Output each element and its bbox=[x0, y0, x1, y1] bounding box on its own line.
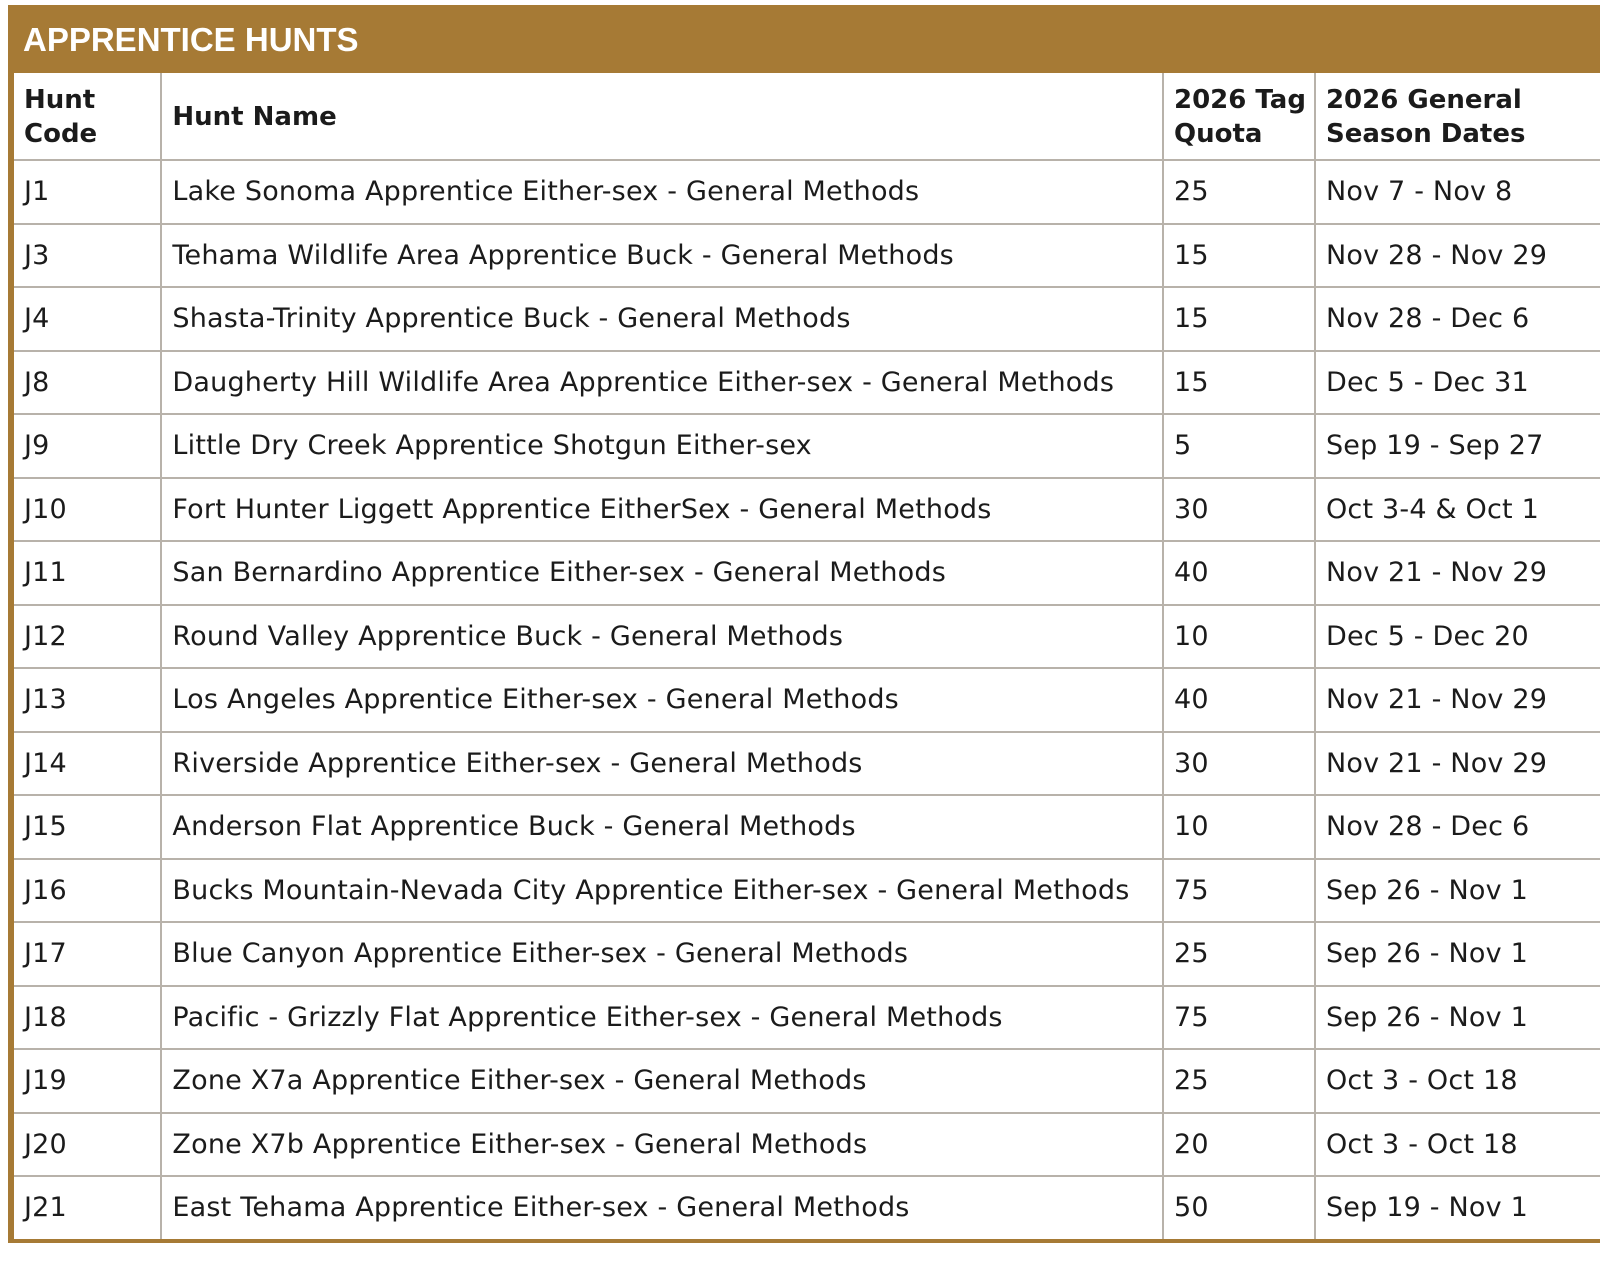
apprentice-hunts-table bbox=[14, 73, 1600, 1239]
header-row bbox=[14, 73, 1600, 160]
hunt-code-cell: J21 bbox=[14, 1176, 161, 1239]
hunt-name-cell: Los Angeles Apprentice Either-sex - General Methods bbox=[161, 668, 1163, 732]
season-dates-cell: Dec 5 - Dec 20 bbox=[1315, 605, 1600, 669]
tag-quota-cell: 15 bbox=[1163, 351, 1315, 415]
season-dates-cell: Nov 28 - Dec 6 bbox=[1315, 287, 1600, 351]
season-dates-cell: Oct 3 - Oct 18 bbox=[1315, 1049, 1600, 1113]
table-row bbox=[14, 351, 1600, 415]
hunt-name-cell: Little Dry Creek Apprentice Shotgun Either-sex bbox=[161, 414, 1163, 478]
hunt-name-cell: Fort Hunter Liggett Apprentice EitherSex - General Methods bbox=[161, 478, 1163, 542]
hunt-name-cell: Shasta-Trinity Apprentice Buck - General Methods bbox=[161, 287, 1163, 351]
tag-quota-cell: 10 bbox=[1163, 605, 1315, 669]
season-dates-cell: Nov 21 - Nov 29 bbox=[1315, 541, 1600, 605]
hunt-name-cell: Riverside Apprentice Either-sex - General Methods bbox=[161, 732, 1163, 796]
tag-quota-cell: 25 bbox=[1163, 922, 1315, 986]
hunt-name-cell: Anderson Flat Apprentice Buck - General Methods bbox=[161, 795, 1163, 859]
hunt-name-cell: Pacific - Grizzly Flat Apprentice Either-sex - General Methods bbox=[161, 986, 1163, 1050]
hunt-name-cell: Daugherty Hill Wildlife Area Apprentice Either-sex - General Methods bbox=[161, 351, 1163, 415]
season-dates-cell: Sep 26 - Nov 1 bbox=[1315, 922, 1600, 986]
table-row bbox=[14, 541, 1600, 605]
season-dates-cell: Dec 5 - Dec 31 bbox=[1315, 351, 1600, 415]
table-row bbox=[14, 605, 1600, 669]
hunt-code-cell: J19 bbox=[14, 1049, 161, 1113]
hunt-code-cell: J4 bbox=[14, 287, 161, 351]
hunt-name-cell: East Tehama Apprentice Either-sex - General Methods bbox=[161, 1176, 1163, 1239]
hunt-code-cell: J11 bbox=[14, 541, 161, 605]
column-header-hunt-name: Hunt Name bbox=[161, 73, 1163, 160]
tag-quota-cell: 25 bbox=[1163, 1049, 1315, 1113]
hunt-name-cell: Lake Sonoma Apprentice Either-sex - General Methods bbox=[161, 160, 1163, 224]
table-row bbox=[14, 795, 1600, 859]
table-row bbox=[14, 1176, 1600, 1239]
table-row bbox=[14, 414, 1600, 478]
hunt-name-cell: Blue Canyon Apprentice Either-sex - General Methods bbox=[161, 922, 1163, 986]
table-row bbox=[14, 986, 1600, 1050]
tag-quota-cell: 15 bbox=[1163, 287, 1315, 351]
season-dates-cell: Nov 21 - Nov 29 bbox=[1315, 668, 1600, 732]
hunt-code-cell: J15 bbox=[14, 795, 161, 859]
hunt-name-cell: Zone X7a Apprentice Either-sex - General Methods bbox=[161, 1049, 1163, 1113]
season-dates-cell: Nov 28 - Nov 29 bbox=[1315, 224, 1600, 288]
hunt-name-cell: Bucks Mountain-Nevada City Apprentice Either-sex - General Methods bbox=[161, 859, 1163, 923]
season-dates-cell: Sep 26 - Nov 1 bbox=[1315, 986, 1600, 1050]
table-row bbox=[14, 922, 1600, 986]
apprentice-hunts-table-frame bbox=[8, 5, 1600, 1243]
hunt-code-cell: J16 bbox=[14, 859, 161, 923]
season-dates-cell: Sep 19 - Nov 1 bbox=[1315, 1176, 1600, 1239]
column-header-hunt-code: Hunt Code bbox=[14, 73, 161, 160]
tag-quota-cell: 75 bbox=[1163, 986, 1315, 1050]
hunt-name-cell: San Bernardino Apprentice Either-sex - General Methods bbox=[161, 541, 1163, 605]
season-dates-cell: Oct 3 - Oct 18 bbox=[1315, 1113, 1600, 1177]
section-title: APPRENTICE HUNTS bbox=[23, 21, 359, 58]
table-row bbox=[14, 287, 1600, 351]
table-row bbox=[14, 732, 1600, 796]
tag-quota-cell: 75 bbox=[1163, 859, 1315, 923]
tag-quota-cell: 25 bbox=[1163, 160, 1315, 224]
hunt-name-cell: Zone X7b Apprentice Either-sex - General Methods bbox=[161, 1113, 1163, 1177]
hunt-code-cell: J12 bbox=[14, 605, 161, 669]
tag-quota-cell: 5 bbox=[1163, 414, 1315, 478]
hunt-code-cell: J9 bbox=[14, 414, 161, 478]
table-row bbox=[14, 478, 1600, 542]
column-header-season-dates: 2026 General Season Dates bbox=[1315, 73, 1600, 160]
hunt-code-cell: J20 bbox=[14, 1113, 161, 1177]
table-row bbox=[14, 160, 1600, 224]
tag-quota-cell: 30 bbox=[1163, 478, 1315, 542]
hunt-code-cell: J17 bbox=[14, 922, 161, 986]
hunt-code-cell: J3 bbox=[14, 224, 161, 288]
tag-quota-cell: 50 bbox=[1163, 1176, 1315, 1239]
hunt-name-cell: Round Valley Apprentice Buck - General Methods bbox=[161, 605, 1163, 669]
tag-quota-cell: 15 bbox=[1163, 224, 1315, 288]
column-header-tag-quota: 2026 Tag Quota bbox=[1163, 73, 1315, 160]
tag-quota-cell: 30 bbox=[1163, 732, 1315, 796]
hunt-code-cell: J18 bbox=[14, 986, 161, 1050]
hunt-code-cell: J10 bbox=[14, 478, 161, 542]
table-row bbox=[14, 1049, 1600, 1113]
season-dates-cell: Nov 28 - Dec 6 bbox=[1315, 795, 1600, 859]
table-body bbox=[14, 160, 1600, 1239]
tag-quota-cell: 40 bbox=[1163, 541, 1315, 605]
table-row bbox=[14, 859, 1600, 923]
hunt-code-cell: J8 bbox=[14, 351, 161, 415]
season-dates-cell: Sep 26 - Nov 1 bbox=[1315, 859, 1600, 923]
hunt-code-cell: J13 bbox=[14, 668, 161, 732]
tag-quota-cell: 10 bbox=[1163, 795, 1315, 859]
tag-quota-cell: 40 bbox=[1163, 668, 1315, 732]
season-dates-cell: Sep 19 - Sep 27 bbox=[1315, 414, 1600, 478]
table-row bbox=[14, 668, 1600, 732]
hunt-code-cell: J14 bbox=[14, 732, 161, 796]
season-dates-cell: Nov 7 - Nov 8 bbox=[1315, 160, 1600, 224]
table-row bbox=[14, 224, 1600, 288]
tag-quota-cell: 20 bbox=[1163, 1113, 1315, 1177]
table-row bbox=[14, 1113, 1600, 1177]
season-dates-cell: Nov 21 - Nov 29 bbox=[1315, 732, 1600, 796]
hunt-code-cell: J1 bbox=[14, 160, 161, 224]
season-dates-cell: Oct 3-4 & Oct 1 bbox=[1315, 478, 1600, 542]
hunt-name-cell: Tehama Wildlife Area Apprentice Buck - General Methods bbox=[161, 224, 1163, 288]
